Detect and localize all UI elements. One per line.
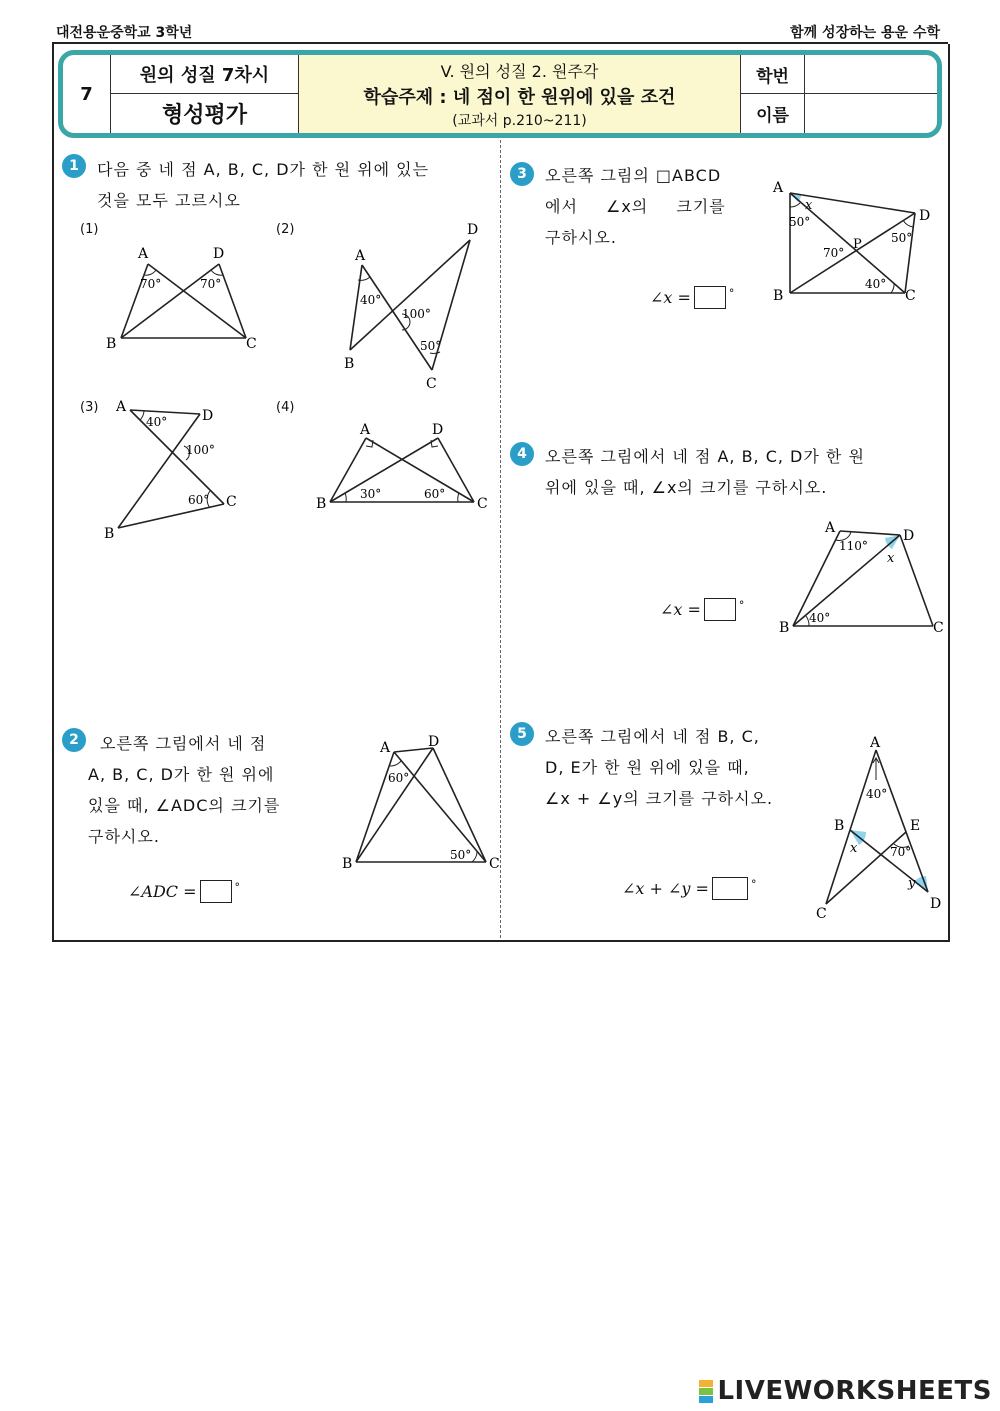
question-3-line-2: 에서 ∠x의 크기를	[545, 197, 726, 216]
q5-angle-x: x	[850, 841, 858, 856]
fig4-point-d: D	[432, 422, 444, 438]
student-name-field[interactable]	[805, 94, 937, 133]
q2-point-c: C	[489, 856, 500, 872]
question-5-answer	[622, 877, 756, 900]
q5-point-e: E	[910, 818, 921, 834]
pages-label: (교과서 p.210~211)	[452, 112, 587, 129]
fig4-point-a: A	[360, 422, 371, 438]
q3-point-a: A	[773, 180, 784, 196]
question-2-badge: 2	[62, 728, 86, 752]
fig2-angle-c: 50°	[420, 339, 442, 353]
fig1-point-a: A	[138, 246, 149, 262]
question-3-badge: 3	[510, 162, 534, 186]
topic-label: 학습주제 : 네 점이 한 원위에 있을 조건	[363, 86, 676, 108]
q3-angle-p: 70°	[823, 246, 845, 260]
q2-point-d: D	[428, 734, 440, 750]
question-3-answer-label: ∠x =	[650, 288, 691, 307]
question-2-line-1: 오른쪽 그림에서 네 점	[100, 734, 267, 753]
student-name-label: 이름	[741, 94, 805, 133]
student-id-label: 학번	[741, 55, 805, 94]
fig2-point-d: D	[467, 222, 479, 238]
question-5-badge: 5	[510, 722, 534, 746]
question-2-text	[88, 728, 316, 852]
fig1-angle-d: 70°	[200, 277, 222, 291]
q3-point-b: B	[773, 288, 784, 304]
fig4-angle-b: 30°	[360, 487, 382, 501]
question-1-text	[97, 154, 429, 216]
liveworksheets-icon	[699, 1380, 713, 1403]
question-4-line-1: 오른쪽 그림에서 네 점 A, B, C, D가 한 원	[545, 447, 865, 466]
question-5-answer-label: ∠x + ∠y =	[622, 879, 709, 898]
fig4-point-c: C	[477, 496, 488, 512]
figure-1	[100, 240, 270, 355]
fig3-angle-p: 100°	[186, 443, 215, 457]
q3-angle-x: x	[805, 198, 813, 213]
figure-2	[330, 220, 490, 395]
fig3-point-b: B	[104, 526, 115, 542]
evaluation-title: 형성평가	[111, 94, 299, 133]
fig2-angle-a: 40°	[360, 293, 382, 307]
fig-1-label: (1)	[80, 222, 99, 237]
fig3-point-d: D	[202, 408, 214, 424]
fig3-angle-a: 40°	[146, 415, 168, 429]
q3-angle-a: 50°	[789, 215, 811, 229]
question-2-answer-box[interactable]	[200, 880, 232, 903]
q5-angle-e: 70°	[890, 845, 912, 859]
question-2-line-4: 구하시오.	[88, 827, 160, 846]
question-2-line-2: A, B, C, D가 한 원 위에	[88, 765, 275, 784]
question-3-answer	[650, 286, 734, 309]
q4-angle-x: x	[887, 551, 895, 566]
figure-3	[100, 396, 250, 546]
fig1-point-c: C	[246, 336, 257, 352]
question-4-text	[545, 441, 865, 503]
q3-angle-c: 40°	[865, 277, 887, 291]
liveworksheets-logo	[699, 1376, 992, 1406]
q4-point-c: C	[933, 620, 944, 636]
question-3-text	[545, 160, 745, 253]
fig2-point-c: C	[426, 376, 437, 392]
motto-label: 함께 성장하는 용운 수학	[790, 25, 940, 41]
figure-q5	[808, 732, 948, 924]
q2-angle-c: 50°	[450, 848, 472, 862]
question-2-line-3: 있을 때, ∠ADC의 크기를	[88, 796, 281, 815]
fig2-angle-p: 100°	[402, 307, 431, 321]
q5-point-b: B	[834, 818, 845, 834]
q4-angle-a: 110°	[839, 539, 868, 553]
question-4-answer-box[interactable]	[704, 598, 736, 621]
fig3-angle-c: 60°	[188, 493, 210, 507]
fig4-angle-c: 60°	[424, 487, 446, 501]
fig3-point-a: A	[116, 399, 127, 415]
figure-q3	[765, 178, 940, 308]
unit-label: V. 원의 성질 2. 원주각	[440, 61, 599, 81]
title-box	[58, 50, 942, 138]
q4-angle-b: 40°	[809, 611, 831, 625]
question-4-line-2: 위에 있을 때, ∠x의 크기를 구하시오.	[545, 478, 828, 497]
q2-point-a: A	[380, 740, 391, 756]
q3-angle-d: 50°	[891, 231, 913, 245]
school-label: 대전용운중학교 3학년	[56, 25, 193, 41]
question-4-answer	[660, 598, 744, 621]
question-3-line-1: 오른쪽 그림의 □ABCD	[545, 166, 722, 185]
question-5-degree: °	[750, 878, 757, 891]
liveworksheets-text: LIVEWORKSHEETS	[717, 1376, 992, 1406]
q5-point-c: C	[816, 906, 827, 922]
fig3-point-c: C	[226, 494, 237, 510]
fig2-point-a: A	[355, 248, 366, 264]
q5-point-a: A	[870, 735, 881, 751]
q2-point-b: B	[342, 856, 353, 872]
question-5-line-1: 오른쪽 그림에서 네 점 B, C,	[545, 727, 760, 746]
student-id-field[interactable]	[805, 55, 937, 94]
q5-angle-y: y	[908, 876, 916, 891]
question-5-line-2: D, E가 한 원 위에 있을 때,	[545, 758, 750, 777]
q4-point-a: A	[825, 520, 836, 536]
question-5-line-3: ∠x + ∠y의 크기를 구하시오.	[545, 789, 774, 808]
fig1-angle-a: 70°	[140, 277, 162, 291]
figure-q2	[338, 732, 503, 872]
fig4-point-b: B	[316, 496, 327, 512]
q3-point-d: D	[919, 208, 931, 224]
q3-point-c: C	[905, 288, 916, 304]
question-3-answer-box[interactable]	[694, 286, 726, 309]
question-1-badge: 1	[62, 154, 86, 178]
question-4-badge: 4	[510, 442, 534, 466]
lesson-number: 7	[63, 55, 111, 133]
question-2-answer-label: ∠ADC =	[128, 882, 197, 901]
figure-q4	[775, 518, 945, 640]
question-5-answer-box[interactable]	[712, 877, 748, 900]
q4-point-b: B	[779, 620, 790, 636]
q4-point-d: D	[903, 528, 915, 544]
fig-3-label: (3)	[80, 400, 99, 415]
question-2-answer	[128, 880, 240, 903]
q5-point-d: D	[930, 896, 942, 912]
question-3-degree: °	[728, 287, 735, 300]
question-1-line-2: 것을 모두 고르시오	[97, 191, 241, 210]
question-5-text	[545, 721, 773, 814]
question-2-degree: °	[234, 881, 241, 894]
figure-4	[310, 420, 495, 515]
fig1-point-b: B	[106, 336, 117, 352]
fig-2-label: (2)	[276, 222, 295, 237]
question-3-line-3: 구하시오.	[545, 228, 617, 247]
fig1-point-d: D	[213, 246, 225, 262]
session-title: 원의 성질 7차시	[111, 55, 299, 94]
q5-angle-a: 40°	[866, 787, 888, 801]
question-4-answer-label: ∠x =	[660, 600, 701, 619]
q3-point-p: P	[853, 237, 862, 252]
question-1-line-1: 다음 중 네 점 A, B, C, D가 한 원 위에 있는	[97, 160, 430, 179]
question-4-degree: °	[738, 599, 745, 612]
q2-angle-a: 60°	[388, 771, 410, 785]
fig-4-label: (4)	[276, 400, 295, 415]
fig2-point-b: B	[344, 356, 355, 372]
topic-cell	[299, 55, 741, 133]
